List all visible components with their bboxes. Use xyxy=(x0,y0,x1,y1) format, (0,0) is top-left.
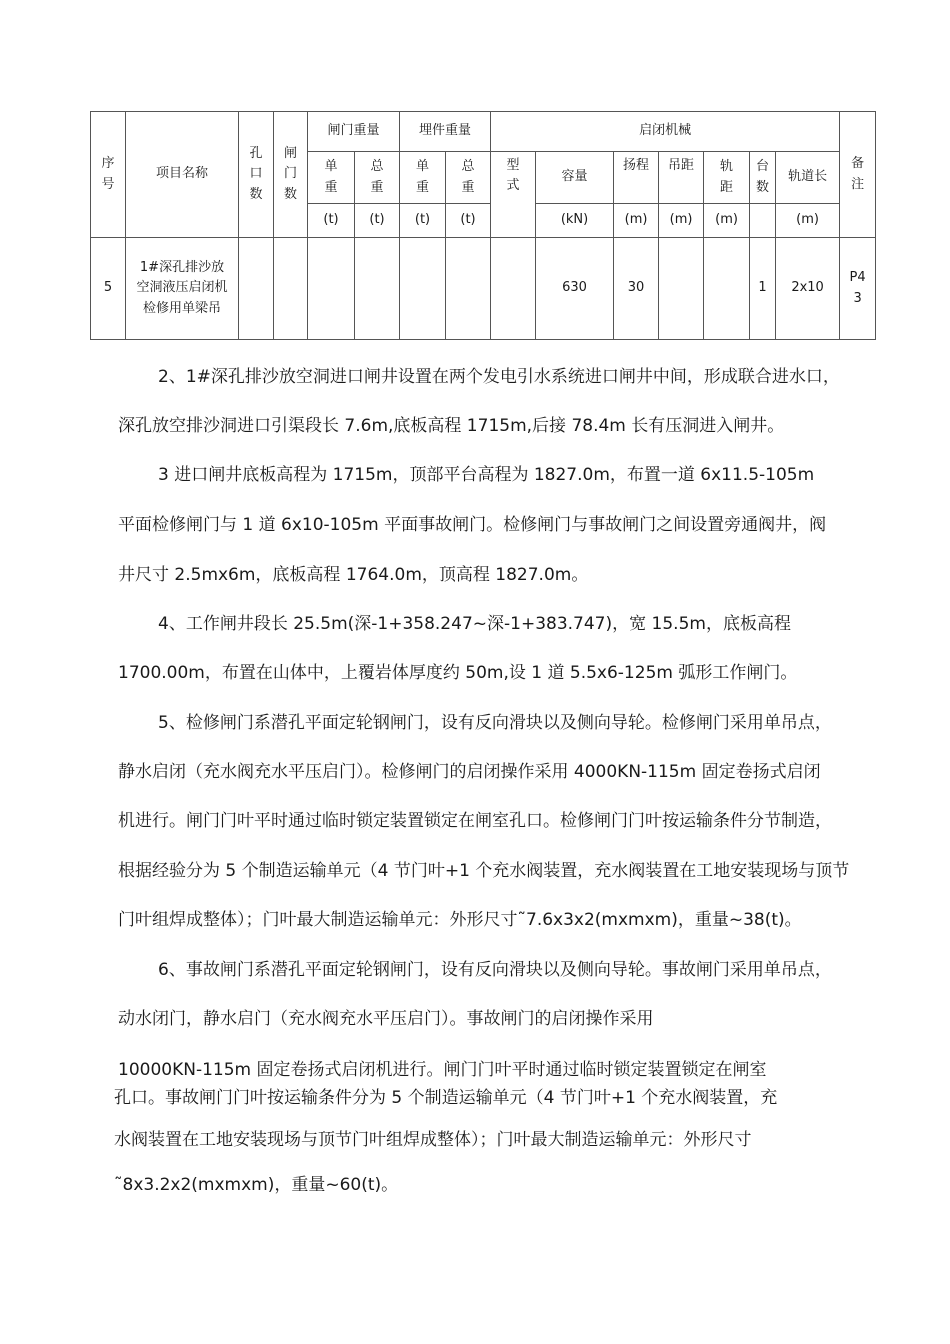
header-count: 台数 xyxy=(750,152,776,204)
paragraph-4-line-1: 4、工作闸井段长 25.5m(深-1+358.247~深-1+383.747)，宽 15.5m，底板高程 xyxy=(158,614,791,634)
unit-count xyxy=(750,204,776,238)
header-embed-total-weight: 总重 xyxy=(446,152,491,204)
unit-capacity: (kN) xyxy=(536,204,614,238)
paragraph-6-line-1: 6、事故闸门系潜孔平面定轮钢闸门，设有反向滑块以及侧向导轮。事故闸门采用单吊点， xyxy=(158,960,832,980)
header-embed-single-weight: 单重 xyxy=(400,152,446,204)
header-lift: 扬程 xyxy=(614,152,659,204)
unit-gate-total: (t) xyxy=(355,204,400,238)
cell-count: 1 xyxy=(750,238,776,340)
paragraph-2-line-2: 深孔放空排沙洞进口引渠段长 7.6m,底板高程 1715m,后接 78.4m 长有压洞进入闸井。 xyxy=(118,416,785,436)
header-gate-single-weight: 单重 xyxy=(308,152,355,204)
paragraph-3-line-3: 井尺寸 2.5mx6m，底板高程 1764.0m，顶高程 1827.0m。 xyxy=(118,565,589,585)
paragraph-5-line-3: 机进行。闸门门叶平时通过临时锁定装置锁定在闸室孔口。检修闸门门叶按运输条件分节制造， xyxy=(118,811,832,831)
header-gates: 闸门数 xyxy=(274,112,308,238)
cell-embed-single xyxy=(400,238,446,340)
paragraph-5-line-4: 根据经验分为 5 个制造运输单元（4 节门叶+1 个充水阀装置，充水阀装置在工地安装现场与顶节 xyxy=(118,861,850,881)
paragraph-2-line-1: 2、1#深孔排沙放空洞进口闸井设置在两个发电引水系统进口闸井中间，形成联合进水口， xyxy=(158,367,840,387)
cell-lift: 30 xyxy=(614,238,659,340)
paragraph-6-line-2: 动水闭门，静水启门（充水阀充水平压启门）。事故闸门的启闭操作采用 xyxy=(118,1009,654,1029)
header-capacity: 容量 xyxy=(536,152,614,204)
cell-name xyxy=(126,238,239,340)
header-hook-dist: 吊距 xyxy=(659,152,704,204)
header-hoist: 启闭机械 xyxy=(491,112,840,152)
cell-name-line-1: 1#深孔排沙放 xyxy=(139,260,225,276)
header-embed-weight: 埋件重量 xyxy=(400,112,491,152)
paragraph-6-line-5: 水阀装置在工地安装现场与顶节门叶组焊成整体）；门叶最大制造运输单元：外形尺寸 xyxy=(114,1130,752,1150)
cell-gates xyxy=(274,238,308,340)
header-gauge: 轨距 xyxy=(704,152,750,204)
cell-gate-total xyxy=(355,238,400,340)
paragraph-3-line-2: 平面检修闸门与 1 道 6x10-105m 平面事故闸门。检修闸门与事故闸门之间设置旁通阀井，阀 xyxy=(118,515,827,535)
cell-rail-length: 2x10 xyxy=(776,238,840,340)
cell-gauge xyxy=(704,238,750,340)
equipment-table xyxy=(90,111,876,340)
unit-embed-single: (t) xyxy=(400,204,446,238)
header-gate-weight: 闸门重量 xyxy=(308,112,400,152)
unit-gate-single: (t) xyxy=(308,204,355,238)
cell-embed-total xyxy=(446,238,491,340)
header-remarks: 备注 xyxy=(840,112,876,238)
paragraph-5-line-2: 静水启闭（充水阀充水平压启门）。检修闸门的启闭操作采用 4000KN-115m 固定卷扬式启闭 xyxy=(118,762,821,782)
header-name: 项目名称 xyxy=(126,112,239,238)
unit-hook-dist: (m) xyxy=(659,204,704,238)
header-rail-length: 轨道长 xyxy=(776,152,840,204)
paragraph-3-line-1: 3 进口闸井底板高程为 1715m，顶部平台高程为 1827.0m，布置一道 6x11.5-105m xyxy=(158,465,815,485)
paragraph-5-line-5: 门叶组焊成整体）；门叶最大制造运输单元：外形尺寸˜7.6x3x2(mxmxm)，重量~38(t)。 xyxy=(118,910,802,930)
cell-gate-single xyxy=(308,238,355,340)
header-holes: 孔口数 xyxy=(239,112,274,238)
header-seq: 序号 xyxy=(91,112,126,238)
paragraph-6-line-4: 孔口。事故闸门门叶按运输条件分为 5 个制造运输单元（4 节门叶+1 个充水阀装置，充 xyxy=(114,1088,778,1108)
unit-embed-total: (t) xyxy=(446,204,491,238)
paragraph-5-line-1: 5、检修闸门系潜孔平面定轮钢闸门，设有反向滑块以及侧向导轮。检修闸门采用单吊点， xyxy=(158,713,832,733)
cell-capacity: 630 xyxy=(536,238,614,340)
header-gate-total-weight: 总重 xyxy=(355,152,400,204)
unit-lift: (m) xyxy=(614,204,659,238)
cell-name-line-2: 空洞液压启闭机 xyxy=(136,280,228,296)
paragraph-6-line-6: ˜8x3.2x2(mxmxm)，重量~60(t)。 xyxy=(114,1175,399,1195)
cell-hook-dist xyxy=(659,238,704,340)
cell-seq: 5 xyxy=(91,238,126,340)
paragraph-6-line-3: 10000KN-115m 固定卷扬式启闭机进行。闸门门叶平时通过临时锁定装置锁定在闸室 xyxy=(118,1060,767,1080)
cell-type xyxy=(491,238,536,340)
paragraph-4-line-2: 1700.00m，布置在山体中，上覆岩体厚度约 50m,设 1 道 5.5x6-125m 弧形工作闸门。 xyxy=(118,663,798,683)
cell-remarks: P43 xyxy=(840,238,876,340)
unit-gauge: (m) xyxy=(704,204,750,238)
cell-holes xyxy=(239,238,274,340)
header-type: 型式 xyxy=(491,152,536,238)
cell-name-line-3: 检修用单梁吊 xyxy=(142,300,221,316)
unit-rail-length: (m) xyxy=(776,204,840,238)
